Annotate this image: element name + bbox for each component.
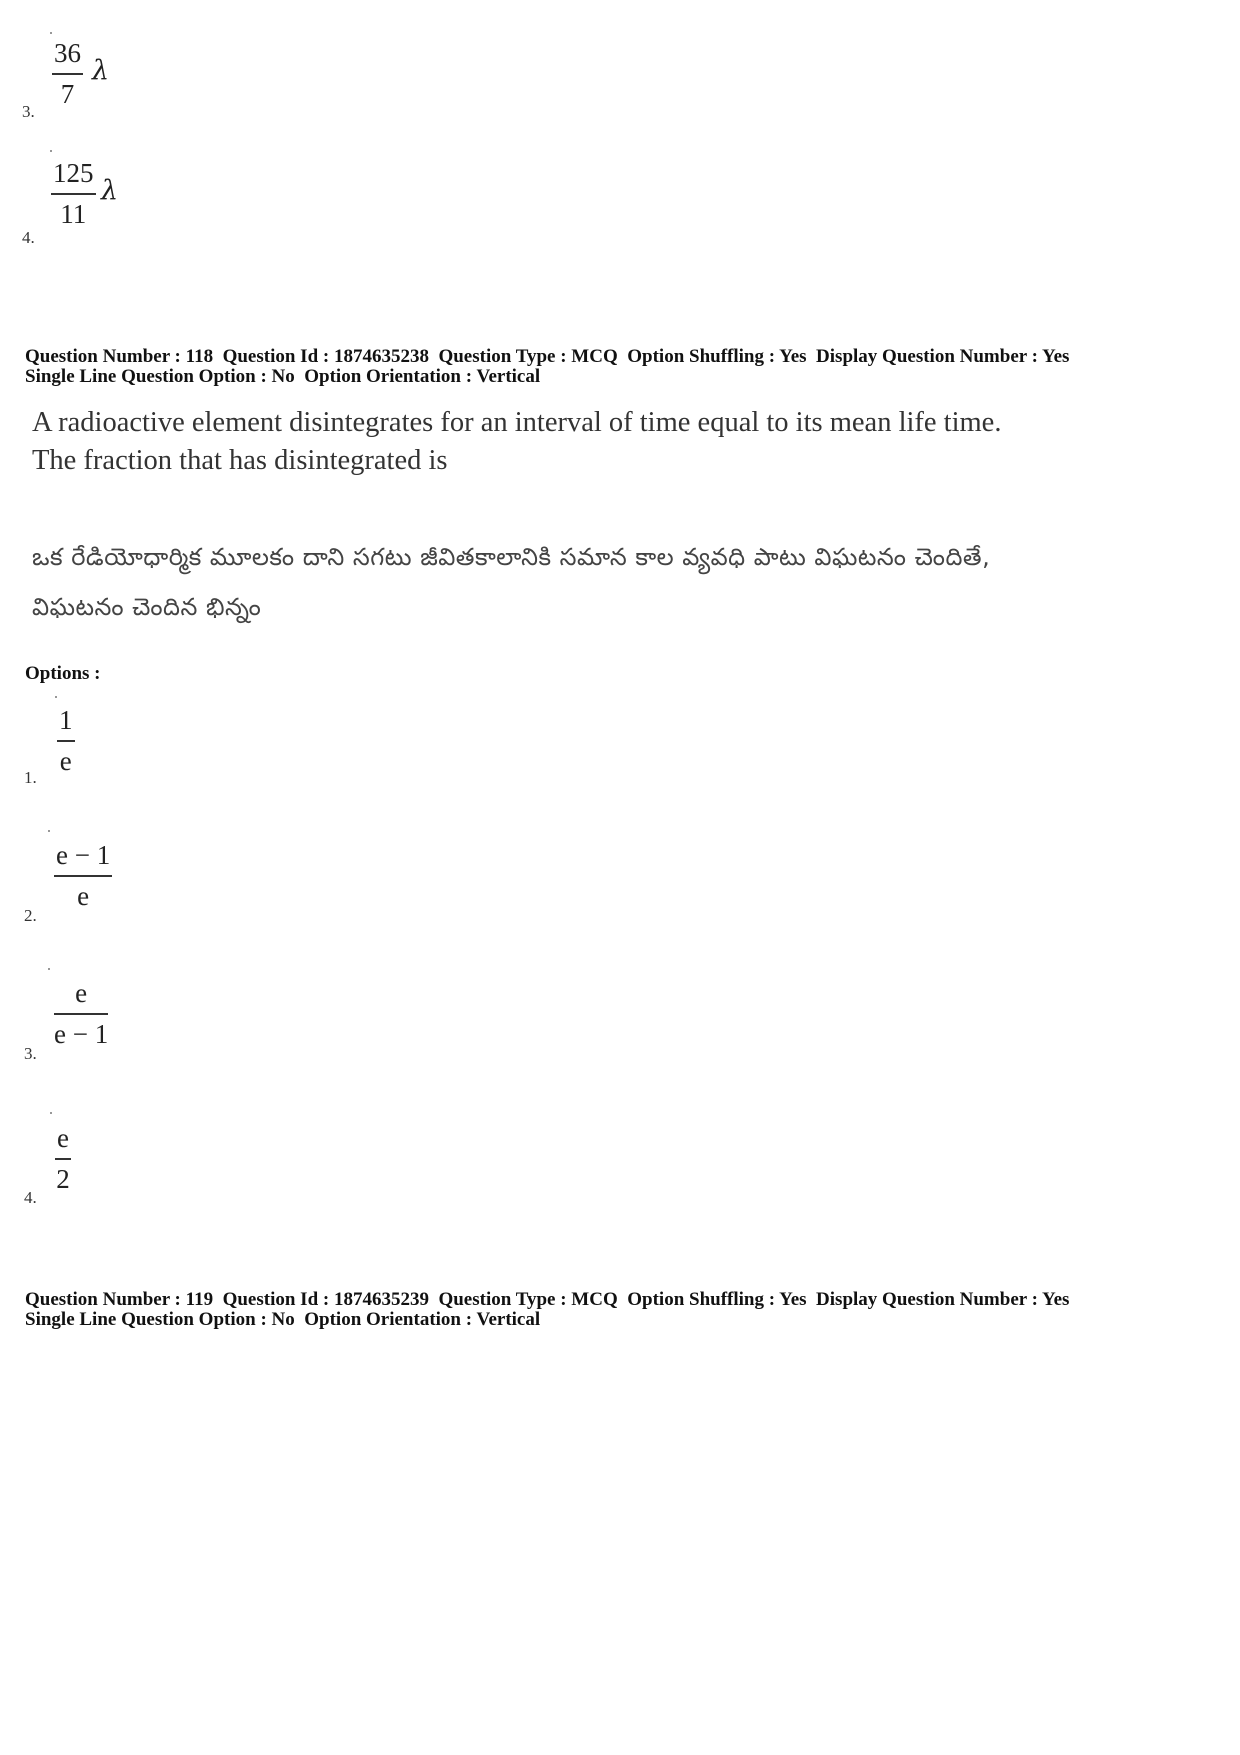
question-119-meta-line-2: Single Line Question Option : No Option Orientation : Vertical	[25, 1309, 541, 1330]
image-dot	[50, 32, 52, 34]
numerator: 1	[59, 705, 73, 735]
options-label: Options :	[25, 663, 101, 684]
option-4-number: 4.	[24, 1188, 37, 1207]
denominator: e	[77, 881, 90, 911]
question-119-meta-line-1: Question Number : 119 Question Id : 1874635239 Question Type : MCQ Option Shuffling : Yes Display Question Number : Yes	[25, 1289, 1070, 1310]
numerator: 125	[53, 158, 94, 188]
question-118-meta-line-2: Single Line Question Option : No Option Orientation : Vertical	[25, 366, 541, 387]
question-118-meta-line-1: Question Number : 118 Question Id : 1874635238 Question Type : MCQ Option Shuffling : Yes Display Question Number : Yes	[25, 346, 1070, 367]
image-dot	[50, 1112, 52, 1114]
option-3-number: 3.	[24, 1044, 37, 1063]
option-3-fraction[interactable]	[54, 980, 108, 1048]
lambda-symbol: λ	[101, 175, 119, 206]
denominator: e − 1	[54, 1019, 109, 1049]
image-dot	[48, 968, 50, 970]
question-text-telugu-line-1: ఒక రేడియోధార్మిక మూలకం దాని సగటు జీవితకాలానికి సమాన కాల వ్యవధి పాటు విఘటనం చెందితే,	[32, 543, 991, 571]
option-4-fraction[interactable]	[55, 1125, 71, 1193]
question-text-english-line-1: A radioactive element disintegrates for an interval of time equal to its mean life time.	[32, 407, 1002, 438]
prev-option-3-fraction	[52, 40, 83, 108]
denominator: e	[59, 746, 72, 776]
prev-option-4-fraction	[51, 160, 96, 228]
denominator: 7	[60, 79, 75, 109]
image-dot	[50, 150, 52, 152]
prev-option-3-number: 3.	[22, 102, 35, 121]
numerator: e	[57, 1123, 69, 1153]
denominator: 11	[60, 199, 87, 229]
denominator: 2	[56, 1164, 70, 1194]
option-1-number: 1.	[24, 768, 37, 787]
prev-option-4-number: 4.	[22, 228, 35, 247]
question-text-telugu-line-2: విఘటనం చెందిన భిన్నం	[32, 593, 262, 621]
question-text-english-line-2: The fraction that has disintegrated is	[32, 445, 448, 476]
option-1-fraction[interactable]	[57, 707, 75, 775]
numerator: e	[75, 978, 88, 1008]
image-dot	[48, 830, 50, 832]
numerator: e − 1	[56, 840, 111, 870]
option-2-number: 2.	[24, 906, 37, 925]
option-2-fraction[interactable]	[54, 842, 112, 910]
lambda-symbol: λ	[92, 55, 110, 86]
numerator: 36	[54, 38, 81, 68]
image-dot	[55, 696, 57, 698]
